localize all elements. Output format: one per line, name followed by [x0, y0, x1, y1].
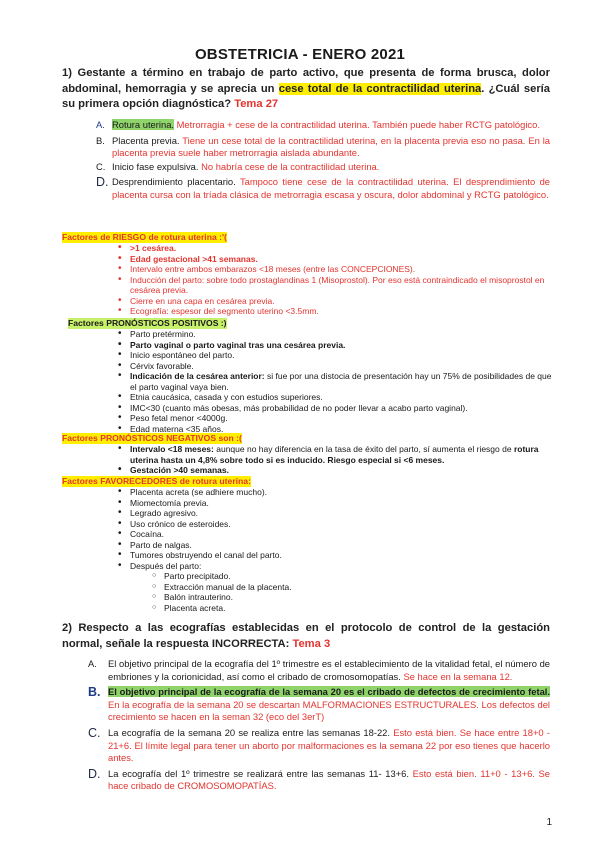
list-item: • Edad gestacional >41 semanas. [118, 254, 558, 265]
question-1-highlight: cese total de la contractilidad uterina [278, 82, 482, 95]
list-item: • Miomectomía previa. [118, 498, 558, 509]
sub-list [130, 571, 558, 613]
list-item-bold-end: rotura uterina hasta un 4,8% sobre todo si es inducido. Riesgo especial si <6 meses. [130, 444, 539, 465]
list-item [118, 371, 558, 392]
option-note: En la ecografía de la semana 20 se descartan MALFORMACIONES ESTRUCTURALES. Los defectos del crecimiento se hacen en la seman 32 (eco del 3erT) [108, 698, 550, 723]
sub-list-item: ○ Balón intrauterino. [154, 592, 558, 603]
list-item: • Uso crónico de esteroides. [118, 519, 558, 530]
sub-list-item: ○ Parto precipitado. [154, 571, 558, 582]
list-item: • Parto vaginal o parto vaginal tras una cesárea previa. [118, 340, 558, 351]
option-d [96, 176, 550, 201]
list-item-text: aunque no hay diferencia en la tasa de éxito del parto, sí aumenta el riesgo de [213, 444, 514, 454]
option-b [88, 686, 550, 724]
negativos-heading: Factores PRONÓSTICOS NEGATIVOS son :( [62, 433, 242, 443]
list-item: • Etnia caucásica, casada y con estudios superiores. [118, 392, 558, 403]
option-b [96, 135, 550, 160]
option-label: Inicio fase expulsiva. [112, 160, 199, 172]
list-item: • Cocaína. [118, 529, 558, 540]
sub-list-item: ○ Placenta acreta. [154, 603, 558, 614]
option-letter: C. [88, 725, 101, 740]
option-label: Rotura uterina. [112, 119, 175, 130]
question-1-tema: Tema 27 [234, 98, 279, 110]
list-item: • Peso fetal menor <4000g. [118, 413, 558, 424]
negativos-list [118, 444, 558, 476]
list-item: • Inicio espontáneo del parto. [118, 350, 558, 361]
question-2-tema: Tema 3 [292, 637, 331, 650]
option-note: Metrorragia + cese de la contractilidad uterina. También puede haber RCTG patológico. [174, 119, 540, 130]
list-item: • Ecografía: espesor del segmento uterino <3.5mm. [118, 306, 558, 317]
favorecedores-heading: Factores FAVORECEDORES de rotura uterina: [62, 476, 251, 486]
list-item: • Edad materna <35 años. [118, 424, 558, 435]
list-item-text: si fue por una distocia de presentación hay un 75% de posibilidades de que el parto vaginal vaya bien. [130, 371, 552, 392]
list-item: • Inducción del parto: sobre todo prostaglandinas 1 (Misoprostol). Por eso está contraindicado el misoprostol en cesárea previa. [118, 275, 558, 296]
question-1 [62, 66, 550, 113]
option-text: El objetivo principal de la ecografía del 1º trimestre es el establecimiento de la vitalidad fetal, el número de embriones y la corionicidad, así como el cribado de cromosomopatías. [108, 658, 550, 682]
option-d [88, 768, 550, 793]
list-item: • Parto de nalgas. [118, 540, 558, 551]
list-item: • Parto pretérmino. [118, 329, 558, 340]
option-a [88, 658, 550, 683]
list-item: • Legrado agresivo. [118, 508, 558, 519]
riesgo-heading: Factores de RIESGO de rotura uterina :'( [62, 232, 227, 242]
list-item-bold: Indicación de la cesárea anterior: [130, 371, 265, 381]
option-text: La ecografía del 1º trimestre se realizará entre las semanas 11- 13+6. [108, 767, 409, 779]
riesgo-list [118, 243, 558, 317]
option-letter: D. [96, 175, 109, 190]
list-item: • Tumores obstruyendo el canal del parto. [118, 550, 558, 561]
option-note: No habría cese de la contractilidad uterina. [198, 160, 380, 172]
option-c [96, 161, 550, 174]
option-note: Tiene un cese total de la contractilidad uterina, en la placenta previa eso no pasa. En la placenta previa suele haber metrorragia aislada abundante. [112, 134, 550, 159]
option-note: Esto está bien. 11+0 - 13+6. Se hace cribado de CROMOSOMOPATÍAS. [108, 767, 550, 792]
list-item: • Cierre en una capa en cesárea previa. [118, 296, 558, 307]
option-note: Se hace en la semana 12. [400, 670, 513, 682]
list-item: • Intervalo entre ambos embarazos <18 meses (entre las CONCEPCIONES). [118, 264, 558, 275]
list-item-text: Después del parto: [130, 560, 202, 571]
option-text: El objetivo principal de la ecografía de la semana 20 es el cribado de defectos de crecimiento fetal. [108, 686, 550, 698]
page-number: 1 [546, 817, 552, 828]
favorecedores-list [118, 487, 558, 613]
question-2 [62, 621, 550, 652]
option-text: La ecografía de la semana 20 se realiza entre las semanas 18-22. [108, 726, 390, 738]
option-label: Desprendimiento placentario. [112, 176, 236, 188]
question-1-text-end: . ¿Cuál sería su primera opción diagnóstica? [62, 82, 550, 110]
option-letter: B. [88, 685, 101, 700]
list-item-bold: Intervalo <18 meses: [130, 444, 214, 454]
list-item: • Gestación >40 semanas. [118, 465, 558, 476]
option-note: Esto está bien. Se hace entre 18+0 - 21+6. El límite legal para tener un aborto por malformaciones es la semana 22 por eso tienes que hacerlo antes. [108, 726, 550, 764]
question-1-text: 1) Gestante a término en trabajo de parto activo, que presenta de forma brusca, dolor abdominal, hemorragia y se aprecia un [62, 67, 550, 95]
list-item [118, 561, 558, 614]
option-letter: A. [96, 119, 105, 130]
option-note: Tampoco tiene cese de la contractilidad uterina. El desprendimiento de placenta cursa con la tríada clásica de metrorragia escasa y oscura, dolor abdominal y RCTG patológico. [112, 176, 550, 200]
question-2-text: 2) Respecto a las ecografías establecidas en el protocolo de control de la gestación normal, señale la respuesta INCORRECTA: [62, 622, 550, 650]
list-item [118, 444, 558, 465]
option-c [88, 727, 550, 765]
option-letter: D. [88, 766, 101, 781]
option-letter: C. [96, 160, 106, 172]
sub-list-item: ○ Extracción manual de la placenta. [154, 582, 558, 593]
list-item: • Cérvix favorable. [118, 361, 558, 372]
option-a [96, 119, 550, 132]
option-letter: A. [88, 658, 97, 669]
positivos-heading: Factores PRONÓSTICOS POSITIVOS :) [68, 318, 227, 328]
page-title: OBSTETRICIA - ENERO 2021 [194, 46, 406, 63]
question-1-options [96, 119, 550, 203]
list-item: • IMC<30 (cuanto más obesas, más probabilidad de no poder llevar a acabo parto vaginal). [118, 403, 558, 414]
option-label: Placenta previa. [112, 134, 180, 146]
list-item: • >1 cesárea. [118, 243, 558, 254]
question-2-options [88, 658, 550, 794]
option-letter: B. [96, 134, 105, 146]
list-item: • Placenta acreta (se adhiere mucho). [118, 487, 558, 498]
positivos-list [118, 329, 558, 434]
